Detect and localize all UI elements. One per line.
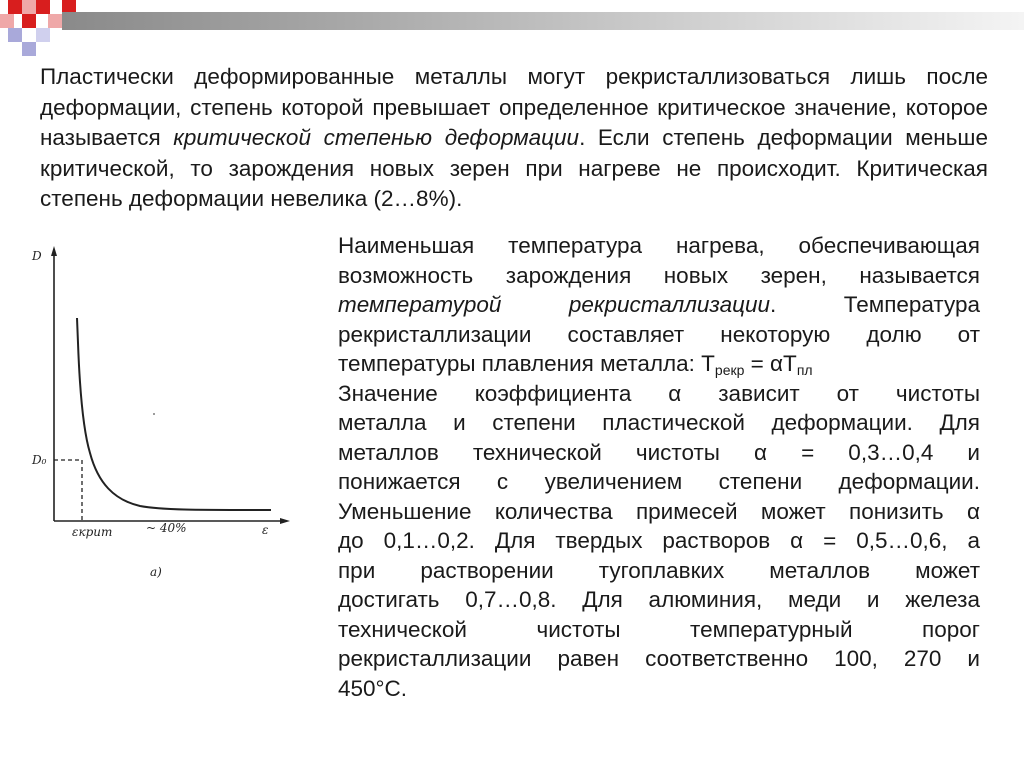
subscript-pl: пл xyxy=(796,362,813,378)
text-line: металла и степени пластической деформации. Для xyxy=(338,410,980,435)
d0-label: D₀ xyxy=(32,453,47,467)
text-line: Уменьшение количества примесей может понизить α xyxy=(338,498,980,524)
text-line: Значение коэффициента α зависит от чистоты xyxy=(338,380,980,406)
forty-percent-label: ~ 40% xyxy=(146,521,187,535)
intro-text-1: Пластически деформированные металлы могут рекристаллизоваться лишь после деформации, степень которой превышает определенное критическое значение, которое называется xyxy=(40,64,988,150)
intro-text-2: . Если степень деформации меньше критической, то зарождения новых зерен при нагреве не происходит. Критическая степень деформации невелика (2…8%). xyxy=(40,125,988,211)
critical-deformation-term: критической степенью деформации xyxy=(173,125,580,150)
text-line: Наименьшая температура нагрева, обеспечивающая xyxy=(338,233,980,258)
grain-curve xyxy=(77,318,271,510)
formula-line xyxy=(338,349,980,379)
x-axis-arrow xyxy=(280,518,290,524)
header-gradient-band xyxy=(62,12,1024,30)
formula-fragment: = αT xyxy=(744,351,797,376)
decor-square xyxy=(0,14,14,28)
y-axis-label: D xyxy=(32,249,42,263)
text-line: технической чистоты температурный порог xyxy=(338,616,980,642)
y-axis-arrow xyxy=(51,246,57,256)
recrystallization-temperature-term: температурой рекристаллизации xyxy=(338,292,771,317)
decor-square xyxy=(22,42,36,56)
recrystallization-paragraph xyxy=(338,231,980,703)
text-line: рекристаллизации равен соответственно 100, 270 и xyxy=(338,646,980,671)
header-decoration xyxy=(0,0,1024,60)
text-line: понижается с увеличением степени деформации. xyxy=(338,469,980,494)
decor-square xyxy=(22,0,36,14)
subscript-rekr: рекр xyxy=(714,362,745,378)
graph-svg xyxy=(22,238,302,588)
intro-paragraph xyxy=(40,62,988,215)
text-fragment: температуры плавления металла: T xyxy=(338,351,715,376)
decor-square xyxy=(48,14,62,28)
text-line: при растворении тугоплавких металлов может xyxy=(338,557,980,583)
x-axis-label: ε xyxy=(262,523,269,537)
text-line: рекристаллизации составляет некоторую долю от xyxy=(338,321,980,347)
decor-square xyxy=(8,0,22,14)
decor-square xyxy=(36,28,50,42)
text-line: достигать 0,7…0,8. Для алюминия, меди и железа xyxy=(338,587,980,612)
text-line: металлов технической чистоты α = 0,3…0,4 и xyxy=(338,439,980,465)
stray-dot xyxy=(153,413,155,415)
decor-square xyxy=(8,28,22,42)
text-line xyxy=(338,290,980,320)
text-line: до 0,1…0,2. Для твердых растворов α = 0,5…0,6, а xyxy=(338,528,980,553)
text-fragment: . Температура xyxy=(770,292,981,317)
figure-caption: а) xyxy=(150,565,162,579)
grain-size-graph xyxy=(22,238,302,588)
text-line: возможность зарождения новых зерен, называется xyxy=(338,262,980,288)
text-line: 450°C. xyxy=(338,675,408,701)
ekrit-label: εкрит xyxy=(72,525,113,539)
decor-square xyxy=(36,0,50,14)
decor-square xyxy=(22,14,36,28)
